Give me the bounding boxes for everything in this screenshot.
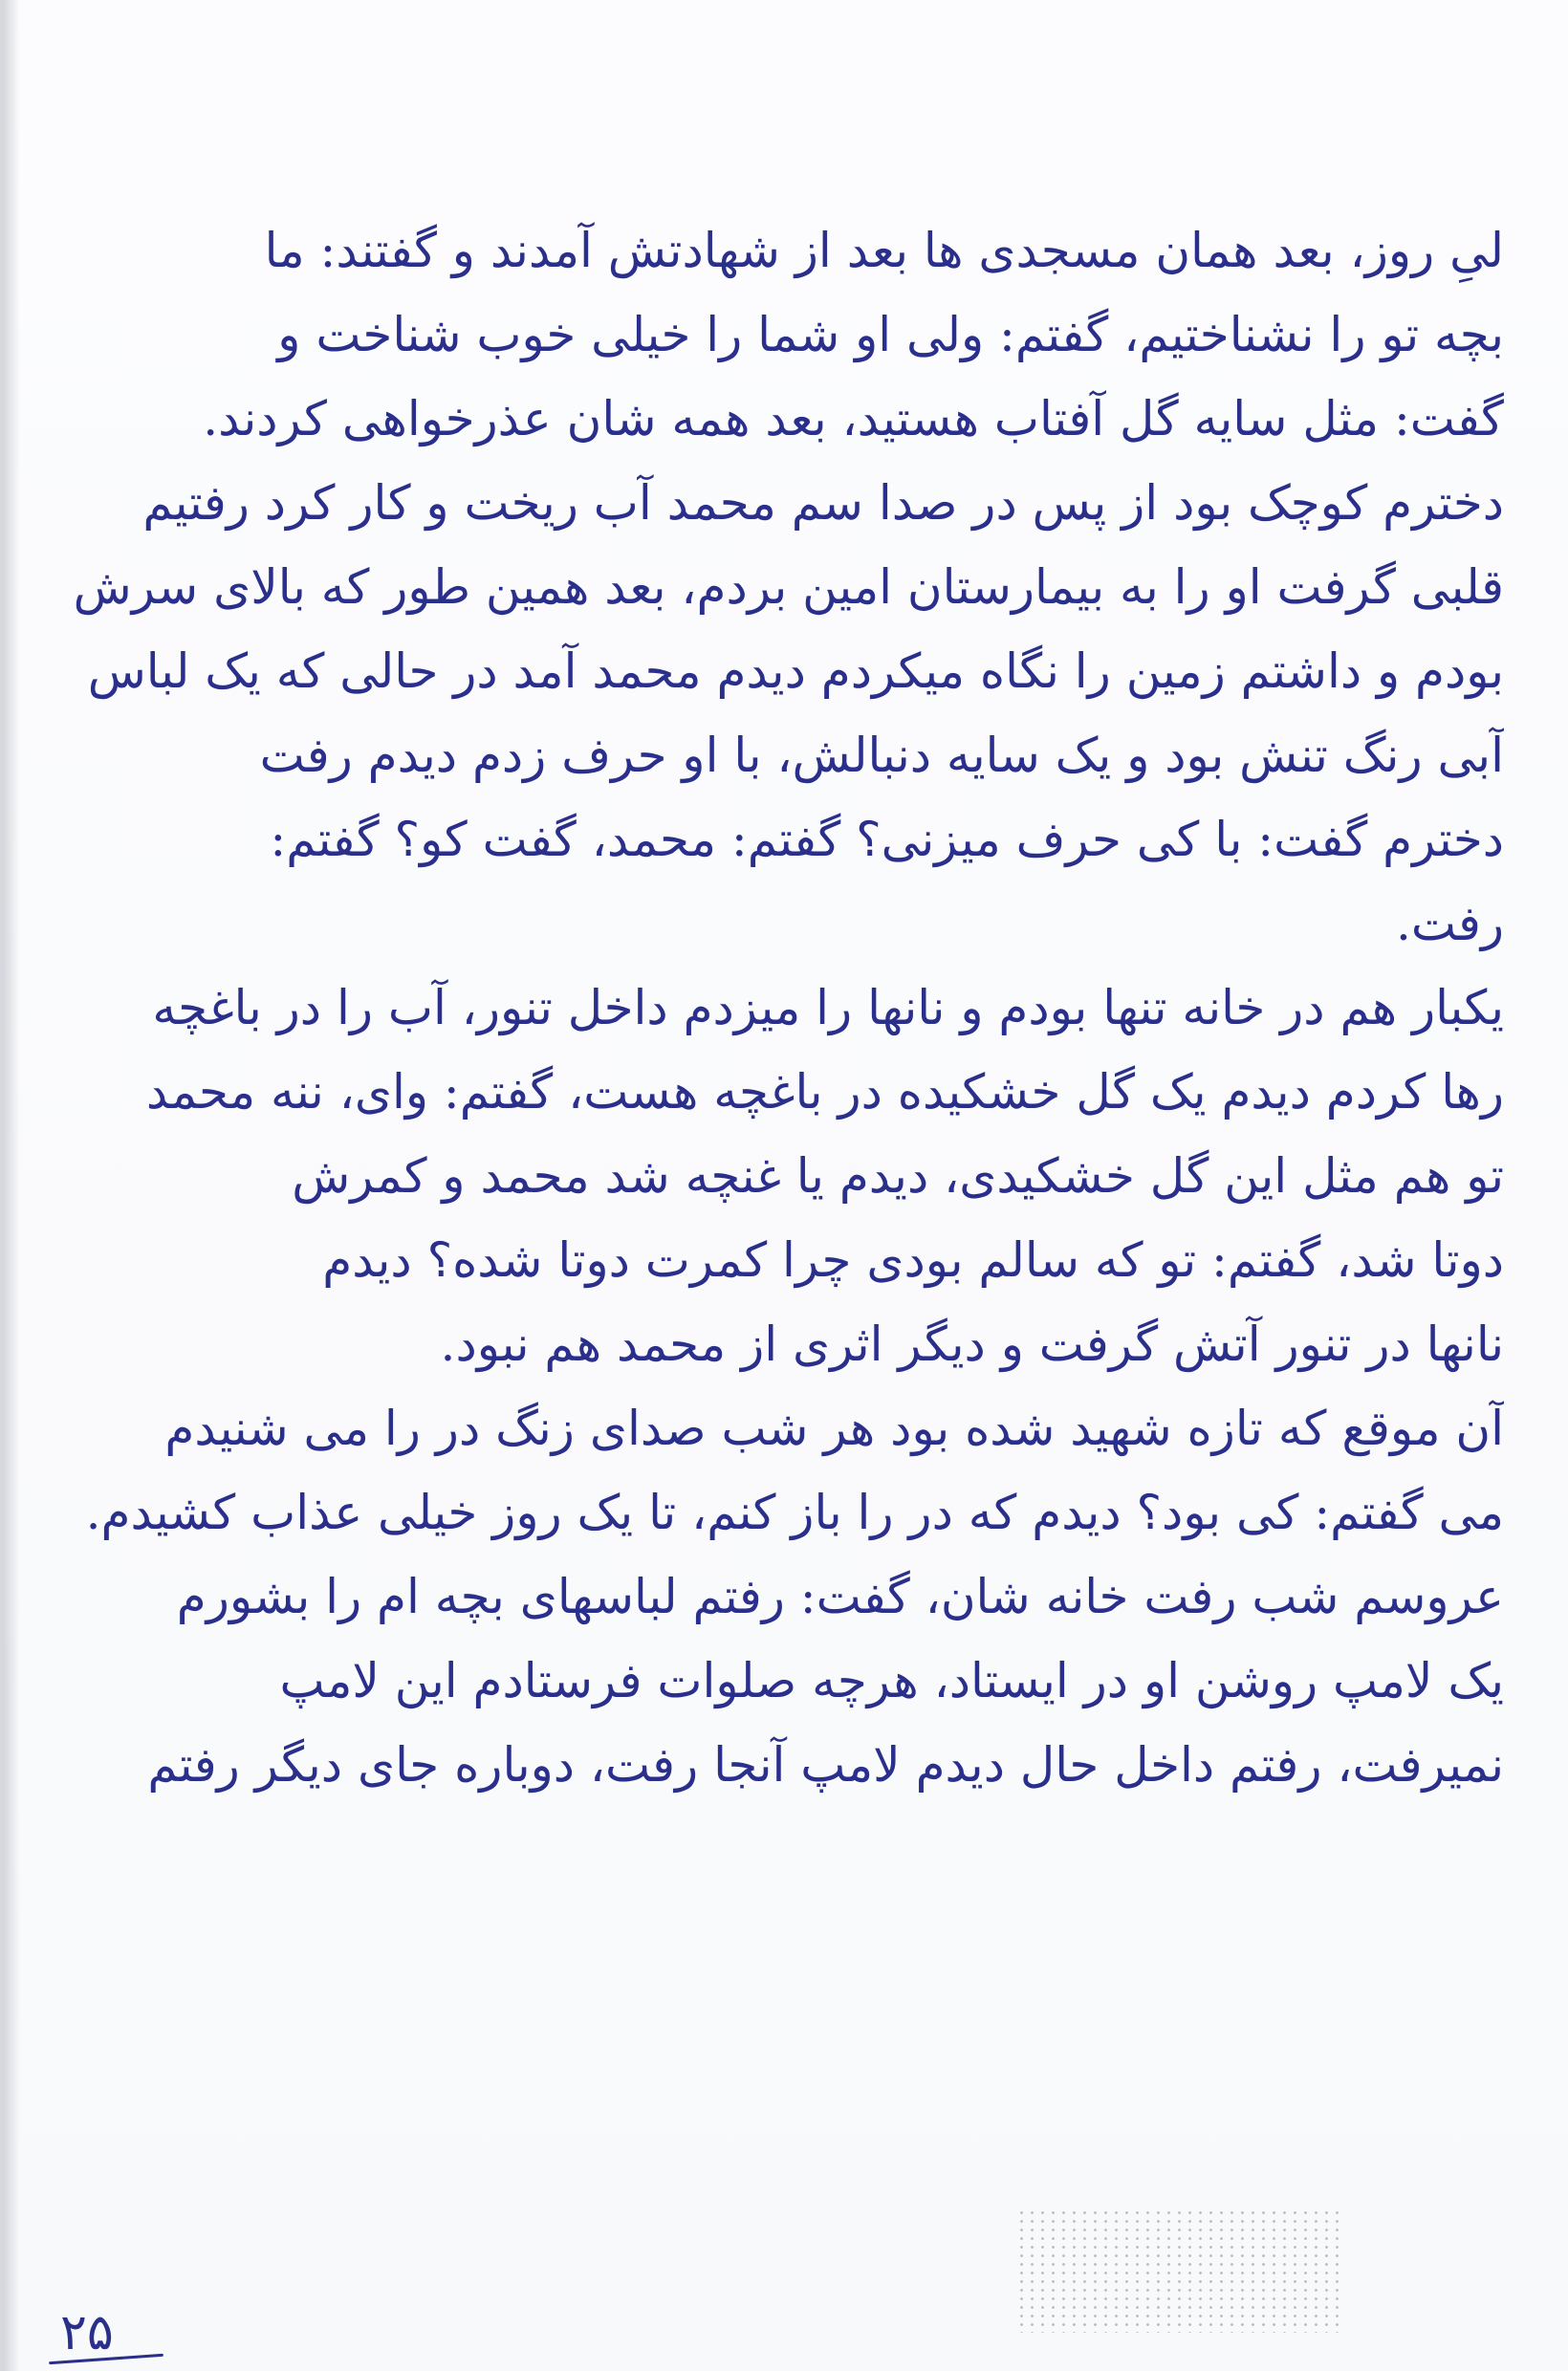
text-line: تو هم مثل این گل خشکیدی، دیدم یا غنچه شد محمد و کمرش: [292, 1148, 1504, 1204]
handwritten-text-block: [70, 208, 1504, 1807]
text-line: یک لامپ روشن او در ایستاد، هرچه صلوات فرستادم این لامپ: [279, 1653, 1504, 1708]
page-number: ۲۵: [60, 2304, 114, 2361]
text-line: نانها در تنور آتش گرفت و دیگر اثری از محمد هم نبود.: [440, 1316, 1504, 1372]
stipple-stamp-mark: [1016, 2208, 1341, 2333]
text-line: می گفتم: کی بود؟ دیدم که در را باز کنم، تا یک روز خیلی عذاب کشیدم.: [85, 1485, 1504, 1540]
scan-edge-shadow: [3, 0, 20, 2371]
text-line: عروسم شب رفت خانه شان، گفت: رفتم لباسهای بچه ام را بشورم: [176, 1569, 1504, 1624]
text-line: دوتا شد، گفتم: تو که سالم بودی چرا کمرت دوتا شده؟ دیدم: [322, 1232, 1504, 1288]
text-line: دخترم کوچک بود از پس در صدا سم محمد آب ریخت و کار کرد رفتیم: [142, 475, 1504, 531]
text-line: رفت.: [1395, 896, 1504, 951]
text-line: بودم و داشتم زمین را نگاه میکردم دیدم محمد آمد در حالی که یک لباس: [87, 643, 1504, 699]
text-line: رها کردم دیدم یک گل خشکیده در باغچه هست، گفتم: وای، ننه محمد: [145, 1064, 1504, 1120]
text-line: لیِ روز، بعد همان مسجدی ها بعد از شهادتش آمدند و گفتند: ما: [264, 223, 1504, 278]
text-line: دخترم گفت: با کی حرف میزنی؟ گفتم: محمد، گفت کو؟ گفتم:: [270, 812, 1504, 867]
text-line: گفت: مثل سایه گل آفتاب هستید، بعد همه شان عذرخواهی کردند.: [203, 391, 1504, 446]
text-line: قلبی گرفت او را به بیمارستان امین بردم، بعد همین طور که بالای سرش: [73, 559, 1504, 615]
text-line: یکبار هم در خانه تنها بودم و نانها را میزدم داخل تنور، آب را در باغچه: [152, 980, 1504, 1035]
text-line: نمیرفت، رفتم داخل حال دیدم لامپ آنجا رفت، دوباره جای دیگر رفتم: [147, 1737, 1504, 1793]
text-line: بچه تو را نشناختیم، گفتم: ولی او شما را خیلی خوب شناخت و: [277, 307, 1504, 362]
text-line: آن موقع که تازه شهید شده بود هر شب صدای زنگ در را می شنیدم: [164, 1401, 1504, 1456]
text-line: آبی رنگ تنش بود و یک سایه دنبالش، با او حرف زدم دیدم رفت: [259, 728, 1504, 783]
